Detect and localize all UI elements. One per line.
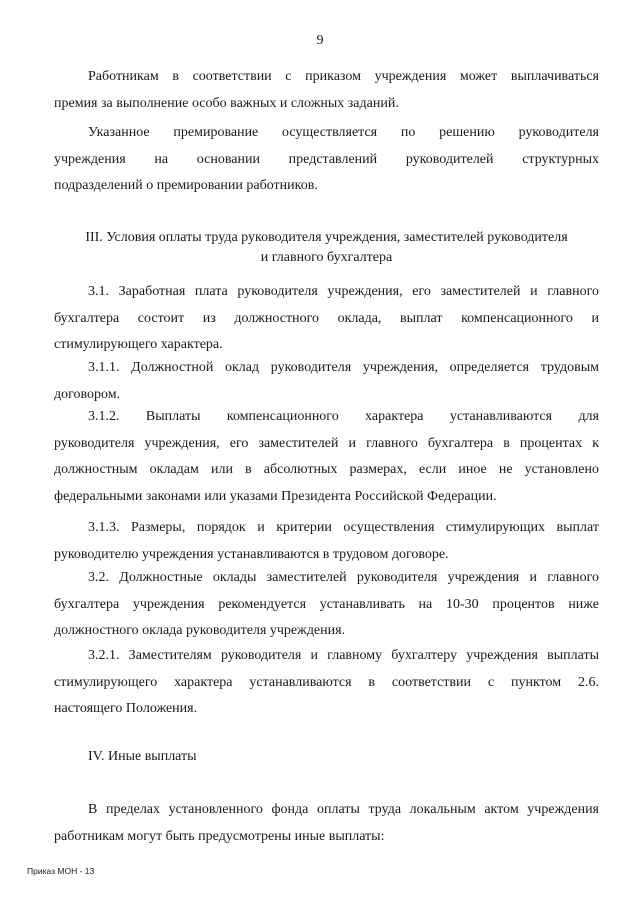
text-line: 3.1.3. Размеры, порядок и критерии осуществления стимулирующих выплат xyxy=(88,520,599,535)
text-line: должностным окладам или в абсолютных размерах, если иное не установлено xyxy=(54,462,599,478)
heading-line: IV. Иные выплаты xyxy=(88,749,197,764)
heading-line: и главного бухгалтера xyxy=(260,250,393,265)
text-line: должностного оклада руководителя учреждения. xyxy=(54,623,346,639)
section-4-heading xyxy=(54,744,599,771)
clause-3-2-1 xyxy=(54,643,599,723)
section-4-paragraph xyxy=(54,797,599,850)
text-line: 3.1.2. Выплаты компенсационного характера устанавливаются для xyxy=(88,409,599,424)
text-line: стимулирующего характера. xyxy=(54,337,223,353)
text-line: премия за выполнение особо важных и сложных заданий. xyxy=(54,95,399,111)
text-line: Указанное премирование осуществляется по решению руководителя xyxy=(88,125,599,140)
clause-3-2 xyxy=(54,565,599,645)
text-line: учреждения на основании представлений руководителей структурных xyxy=(54,151,599,167)
text-line: 3.2. Должностные оклады заместителей руководителя учреждения и главного xyxy=(88,570,599,585)
text-line: 3.1.1. Должностной оклад руководителя учреждения, определяется трудовым xyxy=(88,360,599,375)
clause-3-1-3 xyxy=(54,515,599,568)
text-line: 3.1. Заработная плата руководителя учреждения, его заместителей и главного xyxy=(88,284,599,299)
text-line: руководителю учреждения устанавливаются в трудовом договоре. xyxy=(54,546,449,562)
text-line: настоящего Положения. xyxy=(54,701,198,717)
text-line: подразделений о премировании работников. xyxy=(54,178,318,194)
clause-3-1 xyxy=(54,279,599,359)
text-line: Работникам в соответствии с приказом учреждения может выплачиваться xyxy=(88,69,599,84)
text-line: федеральными законами или указами Президента Российской Федерации. xyxy=(54,488,497,504)
text-line: В пределах установленного фонда оплаты труда локальным актом учреждения xyxy=(88,802,599,817)
clause-3-1-1 xyxy=(54,355,599,408)
text-line: 3.2.1. Заместителям руководителя и главному бухгалтеру учреждения выплаты xyxy=(88,648,599,663)
text-line: бухгалтера состоит из должностного оклада, выплат компенсационного и xyxy=(54,310,599,326)
footer-label: Приказ МОН - 13 xyxy=(27,866,95,876)
text-line: договором. xyxy=(54,386,121,402)
intro-paragraph-2 xyxy=(54,120,599,200)
text-line: стимулирующего характера устанавливаются в соответствии с пунктом 2.6. xyxy=(54,674,599,690)
clause-3-1-2 xyxy=(54,404,599,510)
page-number: 9 xyxy=(316,33,324,48)
text-line: руководителя учреждения, его заместителей и главного бухгалтера в процентах к xyxy=(54,435,599,451)
text-line: бухгалтера учреждения рекомендуется устанавливать на 10-30 процентов ниже xyxy=(54,596,599,612)
section-3-heading xyxy=(54,228,599,268)
intro-paragraph-1 xyxy=(54,64,599,117)
heading-line: III. Условия оплаты труда руководителя учреждения, заместителей руководителя xyxy=(85,230,568,245)
text-line: работникам могут быть предусмотрены иные выплаты: xyxy=(54,828,385,844)
